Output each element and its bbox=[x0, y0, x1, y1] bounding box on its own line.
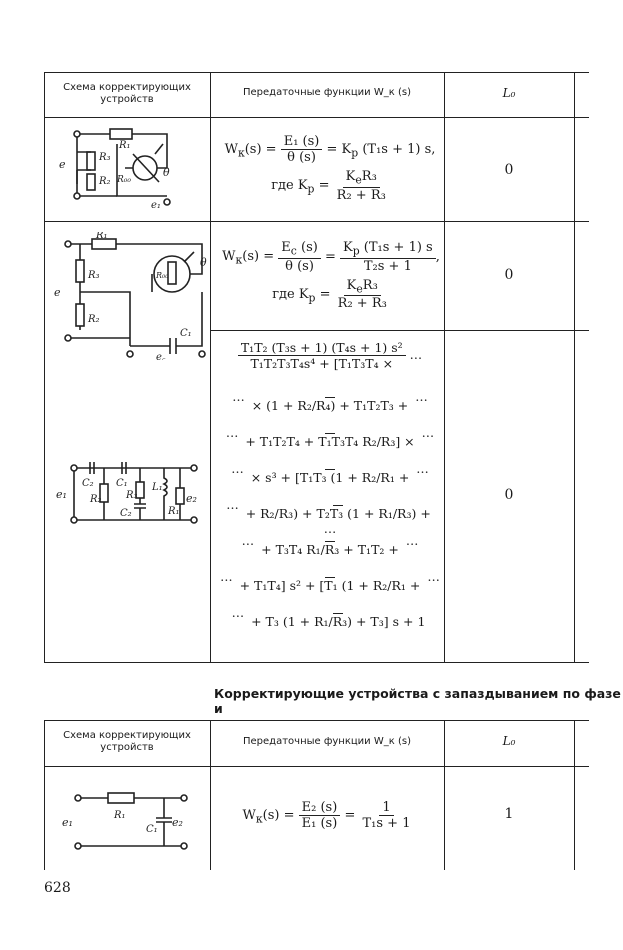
circuit-diagram-2 bbox=[52, 232, 208, 360]
formula-row-1: $W_к(s)$ = $\frac{\text{E₁ (s)}}{\theta (s)}$ = $K_p$ (T₁s + 1) s, где $K_p$ = $\frac{K_eR_3}{\text{R₂ + R₃}}$ bbox=[224, 134, 436, 203]
svg-text:C₂: C₂ bbox=[120, 508, 132, 519]
svg-text:R₃: R₃ bbox=[88, 270, 100, 281]
svg-text:e₁: e₁ bbox=[62, 816, 73, 829]
svg-text:e₂: e₂ bbox=[172, 816, 183, 829]
svg-text:R₃: R₃ bbox=[99, 152, 111, 163]
svg-text:e₂: e₂ bbox=[186, 492, 197, 505]
column-header-l0-2: L₀ bbox=[502, 734, 516, 748]
formula-row-2: $W_к(s)$ = $\frac{E_c (s)}{\theta (s)}$ = $\frac{K_p (T_1s + 1) s}{\text{T₂s + 1}}$ , где $K_p$ = $\frac{K_eR_3}{\text{R₂ + R₃}}$ bbox=[222, 240, 440, 312]
svg-text:θ: θ bbox=[200, 256, 207, 269]
svg-text:e₁: e₁ bbox=[56, 488, 67, 501]
svg-text:R₁: R₁ bbox=[119, 140, 131, 151]
column-header-transfer: Передаточные функции W_к (s) bbox=[243, 87, 411, 98]
formula-row-3: $\frac{\text{T₁T₂ (T₃s + 1) (T₄s + 1) s²}}{\text{T₁T₂T₃T₄s⁴ + [T₁T₃T₄ ×}}$ … … × (1 + R₂/R₄) + T₁T₂T₃ + … … + T₁T₂T₄ + T₁T₃T₄ R₂/R₃] × … … × s³ + [T₁T₃ (1 + R₂/R₁ + … … + R₂/R₃) + T₂T₃ (1 + R₁/R₃) + … … + T₃T₄ R₁/R₃ + T₁T₂ + … … + T₁T₄] s² + [T₁ (1 + R₂/R₁ + … … + T₃ (1 + R₁/R₃) + T₃] s + 1 bbox=[220, 340, 440, 629]
svg-text:R₂: R₂ bbox=[88, 314, 100, 325]
column-header-scheme: Схема корректирующих устройств bbox=[63, 82, 191, 105]
svg-text:θ: θ bbox=[163, 166, 170, 179]
svg-text:L₁: L₁ bbox=[152, 482, 163, 493]
svg-text:R₁: R₁ bbox=[96, 232, 108, 241]
svg-text:R₂: R₂ bbox=[90, 494, 102, 505]
formula-table2-row-1: $W_к(s)$ = $\frac{\text{E₂ (s)}}{\text{E₁ (s)}}$ = $\frac{1}{\text{T₁s + 1}}$ bbox=[242, 800, 411, 831]
circuit-diagram-4 bbox=[60, 786, 200, 854]
svg-text:R₀₀: R₀₀ bbox=[156, 271, 169, 280]
column-header-scheme-2: Схема корректирующих устройств bbox=[63, 730, 191, 753]
svg-text:e꜀: e꜀ bbox=[156, 352, 166, 360]
l0-row-3: 0 bbox=[504, 487, 514, 503]
svg-text:C₁: C₁ bbox=[146, 824, 158, 835]
svg-text:C₁: C₁ bbox=[116, 478, 128, 489]
svg-text:e: e bbox=[54, 286, 61, 299]
svg-text:R₃: R₃ bbox=[126, 490, 138, 501]
svg-text:R₀₀: R₀₀ bbox=[117, 175, 131, 185]
svg-text:e₁: e₁ bbox=[151, 200, 161, 211]
svg-text:e: e bbox=[59, 158, 66, 171]
l0-row-2: 0 bbox=[504, 267, 514, 283]
circuit-diagram-1 bbox=[55, 126, 195, 212]
svg-text:C₁: C₁ bbox=[180, 328, 192, 339]
section-caption: Корректирующие устройства с запаздыванием по фазе и bbox=[214, 686, 621, 716]
column-header-transfer-2: Передаточные функции W_к (s) bbox=[243, 736, 411, 747]
svg-text:R₂: R₂ bbox=[99, 176, 111, 187]
svg-text:R₁: R₁ bbox=[168, 506, 180, 517]
page-number: 628 bbox=[44, 880, 71, 896]
svg-text:C₂: C₂ bbox=[82, 478, 94, 489]
column-header-l0: L₀ bbox=[502, 86, 516, 100]
circuit-diagram-3 bbox=[54, 458, 204, 530]
svg-text:R₁: R₁ bbox=[114, 810, 126, 821]
l0-table2-row-1: 1 bbox=[504, 806, 514, 822]
l0-row-1: 0 bbox=[504, 162, 514, 178]
